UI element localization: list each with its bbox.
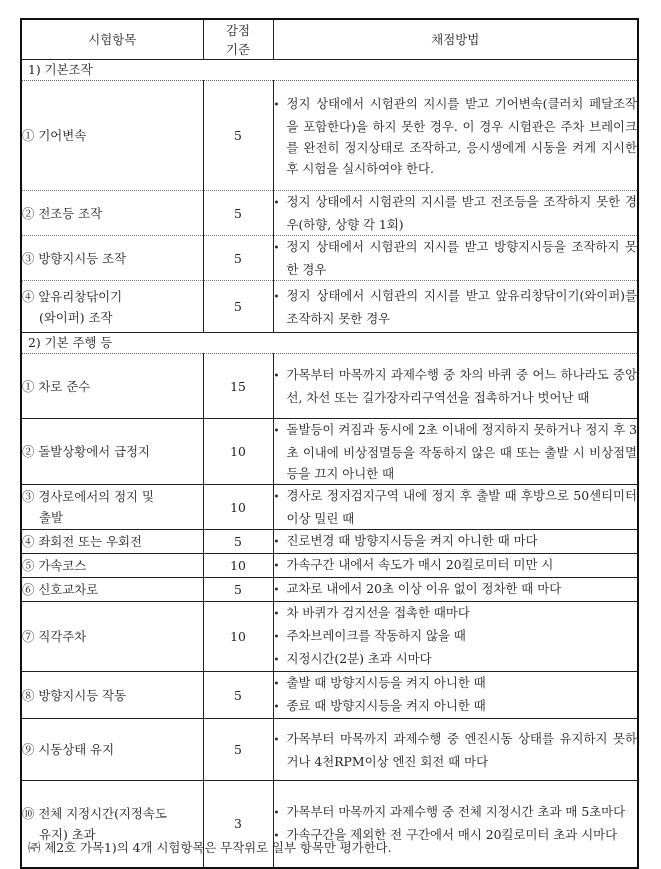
bullet-icon: • <box>273 198 280 209</box>
table-row <box>21 354 638 419</box>
deduction-value: 3 <box>203 781 273 868</box>
bullet-icon: • <box>273 807 280 819</box>
method-text: 가목부터 마목까지 과제수행 중 엔진시동 상태를 유지하지 못하거나 4천RPM이상 엔진 회전 때 마다 <box>286 730 637 769</box>
scoring-method <box>273 554 638 578</box>
method-line <box>274 648 638 671</box>
scoring-method <box>273 81 638 191</box>
footnote: ㈜ 제2호 가목1)의 4개 시험항목은 무작위로 일부 항목만 평가한다. <box>28 840 392 855</box>
method-text: 주차브레이크를 작동하지 않을 때 <box>286 628 466 643</box>
scoring-method <box>273 602 638 672</box>
method-text: 정지 상태에서 시험관의 지시를 받고 기어변속(클러치 페달조작을 포함한다)을 하지 못한 경우. 이 경우 시험관은 주차 브레이크를 완전히 정지상태로 조작하고, 응시생에게 시동을 켜게 지시한 후 시험을 실시하여야 한다. <box>286 95 637 176</box>
table-row <box>21 602 638 672</box>
method-text: 가속구간을 제외한 전 구간에서 매시 20킬로미터 초과 시마다 <box>286 826 618 842</box>
table-row <box>21 530 638 554</box>
section-title: 1) 기본조작 <box>21 60 638 81</box>
bullet-icon: • <box>273 632 280 643</box>
item-name: ② 돌발상황에서 급정지 <box>21 419 203 485</box>
method-text: 정지 상태에서 시험관의 지시를 받고 방향지시등을 조작하지 못한 경우 <box>286 239 637 277</box>
scoring-method <box>273 236 638 281</box>
section-title: 2) 기본 주행 등 <box>21 333 638 354</box>
deduction-value: 15 <box>203 354 273 419</box>
deduction-value: 5 <box>203 719 273 781</box>
method-text: 정지 상태에서 시험관의 지시를 받고 전조등을 조작하지 못한 경우(하향, 상향 각 1회) <box>286 194 637 232</box>
item-name-line1: ⑩ 전체 지정시간(지정속도 <box>22 805 167 821</box>
bullet-icon: • <box>273 243 280 254</box>
deduction-value: 10 <box>203 554 273 578</box>
method-text: 진로변경 때 방향지시등을 켜지 아니한 때 마다 <box>286 533 538 548</box>
table-row <box>21 485 638 530</box>
scoring-method <box>273 485 638 530</box>
scoring-table <box>20 18 639 869</box>
header-deduction-line1: 감점 <box>226 22 250 38</box>
bullet-icon: • <box>273 371 280 382</box>
scoring-method <box>273 354 638 419</box>
scoring-method <box>273 530 638 554</box>
item-name: ⑤ 가속코스 <box>21 554 203 578</box>
bullet-icon: • <box>273 702 280 713</box>
section-row-basic-operation <box>21 60 638 81</box>
bullet-icon: • <box>273 426 280 437</box>
section-row-basic-driving <box>21 333 638 354</box>
table-row <box>21 554 638 578</box>
bullet-icon: • <box>273 99 280 111</box>
method-text: 정지 상태에서 시험관의 지시를 받고 앞유리창닦이기(와이퍼)를 조작하지 못한 경우 <box>286 287 637 326</box>
scoring-method <box>273 672 638 719</box>
method-text: 교차로 내에서 20초 이상 이유 없이 정차한 때 마다 <box>286 581 562 596</box>
item-name: ⑦ 직각주차 <box>21 602 203 672</box>
bullet-icon: • <box>273 585 280 596</box>
method-line <box>274 364 638 408</box>
bullet-icon: • <box>273 679 280 690</box>
scoring-method <box>273 719 638 781</box>
table-row <box>21 578 638 602</box>
item-name: ⑨ 시동상태 유지 <box>21 719 203 781</box>
method-text: 가속구간 내에서 속도가 매시 20킬로미터 미만 시 <box>286 557 554 572</box>
deduction-value: 5 <box>203 530 273 554</box>
method-line <box>274 695 638 718</box>
header-item: 시험항목 <box>21 19 203 60</box>
bullet-icon: • <box>273 830 280 842</box>
item-name <box>21 485 203 530</box>
method-line <box>274 801 638 824</box>
item-name: ① 차로 준수 <box>21 354 203 419</box>
method-line <box>274 728 638 772</box>
item-name: ③ 방향지시등 조작 <box>21 236 203 281</box>
item-name: ⑥ 신호교차로 <box>21 578 203 602</box>
scoring-method <box>273 419 638 485</box>
method-line <box>274 602 638 625</box>
method-line <box>274 93 638 179</box>
deduction-value: 5 <box>203 191 273 236</box>
item-name <box>21 281 203 333</box>
method-text: 차 바퀴가 검지선을 접촉한 때마다 <box>286 605 470 620</box>
header-deduction-line2: 기준 <box>226 41 250 57</box>
item-name-line2: 출발 <box>39 510 63 525</box>
method-line <box>274 285 638 329</box>
bullet-icon: • <box>273 609 280 620</box>
table-row <box>21 236 638 281</box>
bullet-icon: • <box>273 734 280 746</box>
table-row <box>21 419 638 485</box>
deduction-value: 5 <box>203 672 273 719</box>
method-text: 종료 때 방향지시등을 켜지 아니한 때 <box>286 698 486 713</box>
scoring-method <box>273 578 638 602</box>
item-name-line2: 유지) 초과 <box>39 826 96 842</box>
method-line <box>274 191 638 235</box>
bullet-icon: • <box>273 655 280 666</box>
method-line <box>274 625 638 648</box>
method-line <box>274 236 638 280</box>
method-line <box>274 419 638 484</box>
deduction-value: 10 <box>203 602 273 672</box>
method-line <box>274 672 638 695</box>
deduction-value: 5 <box>203 578 273 602</box>
deduction-value: 10 <box>203 419 273 485</box>
deduction-value: 5 <box>203 281 273 333</box>
method-text: 경사로 정지검지구역 내에 정지 후 출발 때 후방으로 50센티미터 이상 밀린 때 <box>286 488 637 526</box>
method-text: 돌발등이 켜짐과 동시에 2초 이내에 정지하지 못하거나 정지 후 3초 이내에 비상점멸등을 작동하지 않은 때 또는 출발 시 비상점멸등을 끄지 아니한 때 <box>286 422 637 481</box>
method-text: 출발 때 방향지시등을 켜지 아니한 때 <box>286 675 486 690</box>
item-name-line1: ③ 경사로에서의 정지 및 <box>22 489 154 504</box>
item-name: ① 기어변속 <box>21 81 203 191</box>
bullet-icon: • <box>273 492 280 503</box>
method-text: 가목부터 마목까지 과제수행 중 차의 바퀴 중 어느 하나라도 중앙선, 차선 또는 길가장자리구역선을 접촉하거나 벗어난 때 <box>286 367 637 405</box>
table-row <box>21 281 638 333</box>
item-name: ② 전조등 조작 <box>21 191 203 236</box>
method-line <box>274 554 638 577</box>
method-text: 가목부터 마목까지 과제수행 중 전체 지정시간 초과 매 5초마다 <box>286 803 626 819</box>
deduction-value: 5 <box>203 236 273 281</box>
bullet-icon: • <box>273 537 280 548</box>
header-deduction <box>203 19 273 60</box>
method-line <box>274 578 638 601</box>
table-row <box>21 191 638 236</box>
item-name: ⑧ 방향지시등 작동 <box>21 672 203 719</box>
method-text: 지정시간(2분) 초과 시마다 <box>286 651 432 666</box>
method-line <box>274 485 638 529</box>
item-name-line2: (와이퍼) 조작 <box>39 309 113 325</box>
scoring-method <box>273 281 638 333</box>
header-row <box>21 19 638 60</box>
item-name: ④ 좌회전 또는 우회전 <box>21 530 203 554</box>
item-name-line1: ④ 앞유리창닦이기 <box>22 288 123 304</box>
bullet-icon: • <box>273 561 280 572</box>
method-line <box>274 530 638 553</box>
header-method: 채점방법 <box>273 19 638 60</box>
scoring-method <box>273 191 638 236</box>
table-row <box>21 719 638 781</box>
deduction-value: 5 <box>203 81 273 191</box>
table-row <box>21 81 638 191</box>
bullet-icon: • <box>273 291 280 303</box>
deduction-value: 10 <box>203 485 273 530</box>
table-row <box>21 672 638 719</box>
